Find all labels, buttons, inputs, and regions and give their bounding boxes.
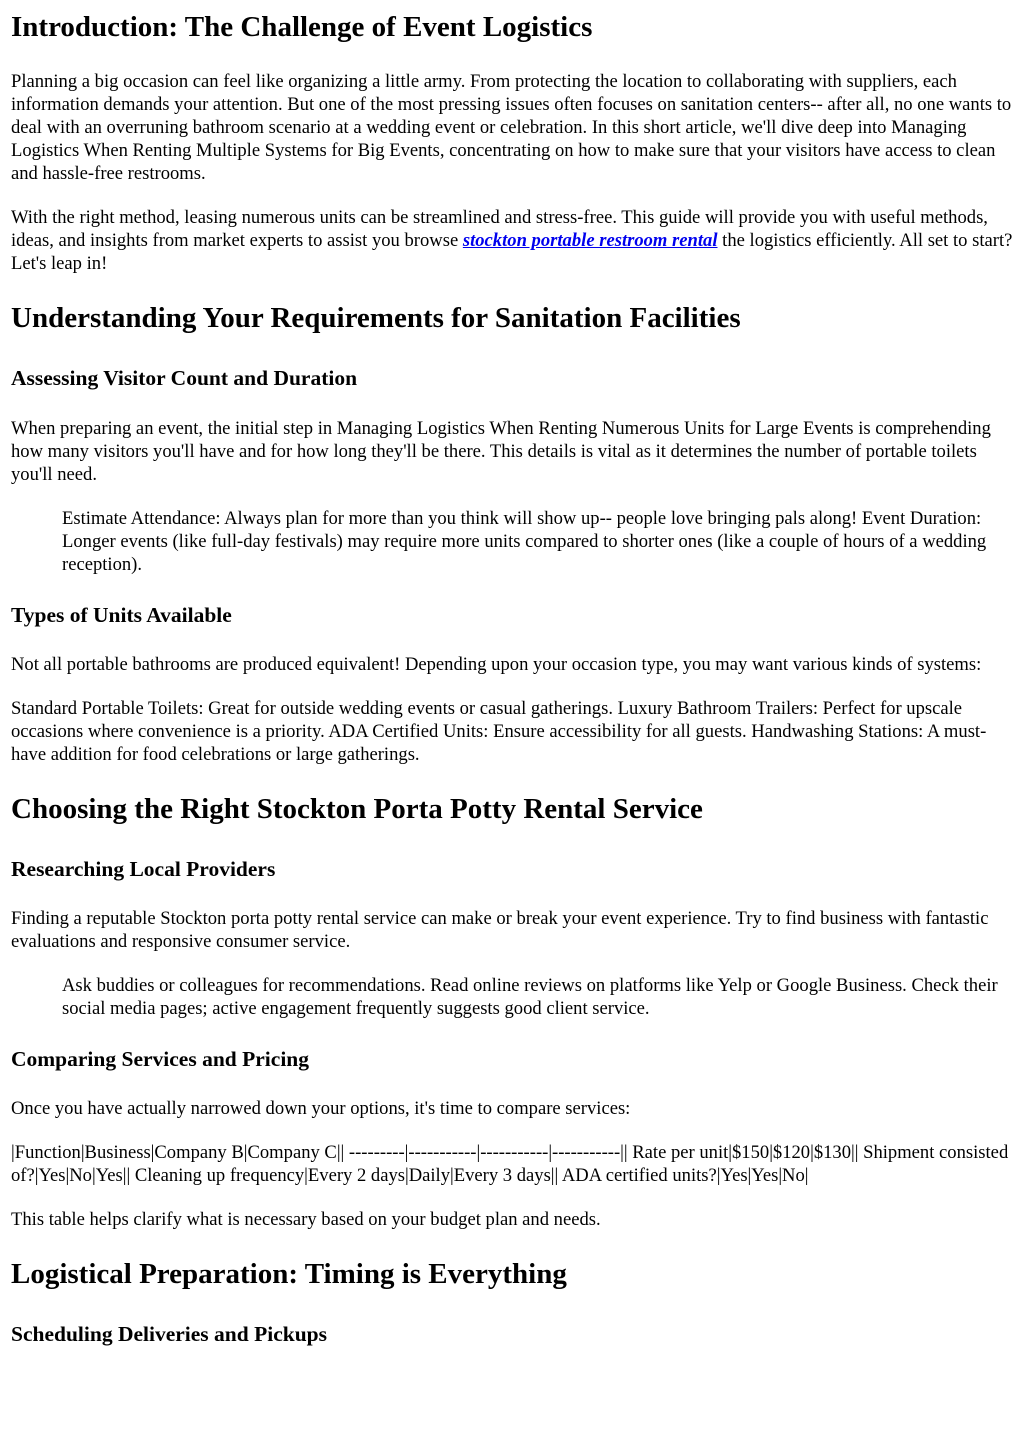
choosing-heading: Choosing the Right Stockton Porta Potty Rental Service [11, 793, 703, 825]
assessing-paragraph: When preparing an event, the initial step in Managing Logistics When Renting Numerous Units for Large Events is comprehending how many visitors you'll have and for how long they'll be there. This details is vital as it determines the number of portable toilets you'll need. [11, 418, 991, 485]
comparing-paragraph-2: This table helps clarify what is necessary based on your budget plan and needs. [11, 1209, 601, 1230]
article [0, 10, 1024, 1347]
researching-list: Ask buddies or colleagues for recommendations. Read online reviews on platforms like Yelp or Google Business. Check their social media pages; active engagement frequently suggests good client service. [62, 975, 998, 1019]
assessing-list: Estimate Attendance: Always plan for more than you think will show up-- people love bringing pals along! Event Duration: Longer events (like full-day festivals) may require more units compared to shorter ones (like a couple of hours of a wedding reception). [62, 508, 987, 575]
logistical-heading: Logistical Preparation: Timing is Everything [11, 1258, 567, 1290]
researching-subheading: Researching Local Providers [11, 857, 276, 881]
types-paragraph-1: Not all portable bathrooms are produced equivalent! Depending upon your occasion type, you may want various kinds of systems: [11, 654, 982, 675]
understanding-heading: Understanding Your Requirements for Sanitation Facilities [11, 302, 741, 334]
intro-paragraph-1: Planning a big occasion can feel like organizing a little army. From protecting the location to collaborating with suppliers, each information demands your attention. But one of the most pressing issues often focuses on sanitation centers-- after all, no one wants to deal with an overruning bathroom scenario at a wedding event or celebration. In this short article, we'll dive deep into Managing Logistics When Renting Multiple Systems for Big Events, concentrating on how to make sure that your visitors have access to clean and hassle-free restrooms. [11, 71, 1012, 184]
stockton-rental-link[interactable]: stockton portable restroom rental [462, 230, 718, 251]
researching-paragraph: Finding a reputable Stockton porta potty rental service can make or break your event experience. Try to find business with fantastic evaluations and responsive consumer service. [11, 908, 989, 952]
comparing-subheading: Comparing Services and Pricing [11, 1047, 309, 1071]
types-paragraph-2: Standard Portable Toilets: Great for outside wedding events or casual gatherings. Luxury Bathroom Trailers: Perfect for upscale occasions where convenience is a priority. ADA Certified Units: Ensure accessibility for all guests. Handwashing Stations: A must-have addition for food celebrations or large gatherings. [11, 698, 987, 765]
comparison-table-text: |Function|Business|Company B|Company C|| ---------|-----------|-----------|-----------|| Rate per unit|$150|$120|$130|| Shipment consisted of?|Yes|No|Yes|| Cleaning up frequency|Every 2 days|Daily|Every 3 days|| ADA certified units?|Yes|Yes|No| [11, 1142, 1009, 1186]
comparing-paragraph-1: Once you have actually narrowed down your options, it's time to compare services: [11, 1098, 631, 1119]
scheduling-subheading: Scheduling Deliveries and Pickups [11, 1322, 327, 1346]
types-subheading: Types of Units Available [11, 603, 232, 627]
intro-paragraph-2-before-link: With the right method, leasing numerous units can be streamlined and stress-free. This guide will provide you with useful methods, ideas, and insights from market experts to assist you browse [11, 207, 988, 251]
intro-paragraph-2-after-link: the logistics efficiently. All set to start? Let's leap in! [11, 230, 1013, 274]
intro-heading: Introduction: The Challenge of Event Logistics [11, 11, 593, 43]
intro-paragraph-2 [11, 206, 1014, 275]
assessing-subheading: Assessing Visitor Count and Duration [11, 366, 358, 390]
